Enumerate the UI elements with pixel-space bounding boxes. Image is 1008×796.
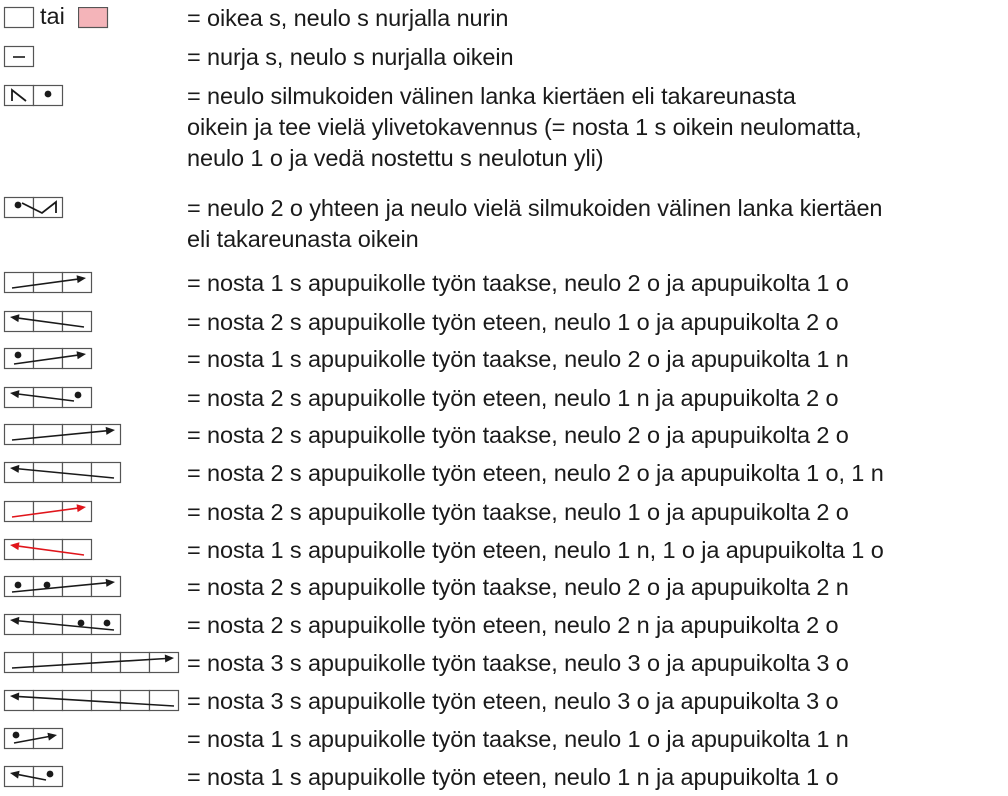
purl-dot <box>45 91 52 98</box>
chart-cell <box>150 653 179 673</box>
chart-cell <box>34 425 63 445</box>
purl-dot <box>75 392 82 399</box>
symbol-description <box>187 3 508 34</box>
symbol-description <box>187 458 884 489</box>
chart-cell <box>5 502 34 522</box>
symbol-description <box>187 42 513 73</box>
description-line: = nosta 2 s apupuikolle työn taakse, neulo 1 o ja apupuikolta 2 o <box>187 499 849 525</box>
chart-cell <box>121 653 150 673</box>
purl-dot <box>13 732 20 739</box>
stitch-symbol-pink-knit <box>78 7 109 34</box>
stitch-symbol-cable-1-2-right <box>4 272 93 294</box>
chart-cell <box>5 653 34 673</box>
symbol-description <box>187 344 849 375</box>
purl-dot <box>15 202 22 209</box>
symbol-description <box>187 268 849 299</box>
description-line: = oikea s, neulo s nurjalla nurin <box>187 5 509 31</box>
chart-cell <box>5 425 34 445</box>
description-line: = nosta 2 s apupuikolle työn eteen, neulo 1 n ja apupuikolta 2 o <box>187 385 839 411</box>
description-line: oikein ja tee vielä ylivetokavennus (= nosta 1 s oikein neulomatta, <box>187 114 862 140</box>
description-line: = nosta 2 s apupuikolle työn eteen, neulo 2 n ja apupuikolta 2 o <box>187 612 839 638</box>
stitch-symbol-cable-2-2-right-purl <box>4 576 122 598</box>
stitch-symbol-cable-2-2-left-purl <box>4 462 122 484</box>
description-line: = nurja s, neulo s nurjalla oikein <box>187 44 514 70</box>
purl-dot <box>15 352 22 359</box>
description-line: = neulo silmukoiden välinen lanka kiertäen eli takareunasta <box>187 83 796 109</box>
description-line: = nosta 2 s apupuikolle työn taakse, neulo 2 o ja apupuikolta 2 n <box>187 574 849 600</box>
description-line: = nosta 2 s apupuikolle työn taakse, neulo 2 o ja apupuikolta 2 o <box>187 422 849 448</box>
chart-cell <box>63 463 92 483</box>
purl-dot <box>47 771 54 778</box>
chart-cell <box>5 729 34 749</box>
chart-cell <box>63 312 92 332</box>
purl-dot <box>78 620 85 627</box>
symbol-description <box>187 383 838 414</box>
chart-cell <box>5 8 34 28</box>
symbol-description <box>187 535 884 566</box>
chart-cell <box>150 691 179 711</box>
stitch-symbol-cable-2-2-right <box>4 424 122 446</box>
symbol-description <box>187 724 849 755</box>
description-line: = nosta 1 s apupuikolle työn taakse, neulo 2 o ja apupuikolta 1 o <box>187 270 849 296</box>
stitch-symbol-cable-1-1-right-purl <box>4 728 64 750</box>
description-line: = nosta 1 s apupuikolle työn eteen, neulo 1 n, 1 o ja apupuikolta 1 o <box>187 537 884 563</box>
chart-cell <box>34 653 63 673</box>
description-line: = nosta 1 s apupuikolle työn taakse, neulo 1 o ja apupuikolta 1 n <box>187 726 849 752</box>
chart-cell <box>5 273 34 293</box>
chart-cell <box>92 463 121 483</box>
symbol-description <box>187 81 862 174</box>
description-line: = nosta 2 s apupuikolle työn eteen, neulo 1 o ja apupuikolta 2 o <box>187 309 839 335</box>
description-line: = nosta 1 s apupuikolle työn taakse, neulo 2 o ja apupuikolta 1 n <box>187 346 849 372</box>
stitch-symbol-cable-2-1-left-purl <box>4 387 93 409</box>
description-line: = nosta 3 s apupuikolle työn taakse, neulo 3 o ja apupuikolta 3 o <box>187 650 849 676</box>
chart-cell <box>34 691 63 711</box>
symbol-description <box>187 686 838 717</box>
symbol-description <box>187 497 849 528</box>
symbol-description <box>187 762 838 793</box>
stitch-symbol-twisted-yo-skp <box>4 85 64 107</box>
description-line: neulo 1 o ja vedä nostettu s neulotun yli) <box>187 145 604 171</box>
symbol-description <box>187 572 849 603</box>
stitch-symbol-cable-3-3-right <box>4 652 180 674</box>
description-line: eli takareunasta oikein <box>187 226 419 252</box>
symbol-description <box>187 610 838 641</box>
stitch-symbol-knit-or-pink <box>4 7 35 29</box>
stitch-symbol-red-cable-left <box>4 539 93 561</box>
description-line: = neulo 2 o yhteen ja neulo vielä silmukoiden välinen lanka kiertäen <box>187 195 883 221</box>
stitch-symbol-cable-2-1-left <box>4 311 93 333</box>
symbol-description <box>187 420 849 451</box>
stitch-symbol-cable-3-3-left <box>4 690 180 712</box>
chart-cell <box>121 691 150 711</box>
chart-cell <box>63 540 92 560</box>
chart-cell <box>63 653 92 673</box>
symbol-description <box>187 193 882 255</box>
stitch-symbol-cable-1-2-right-purl <box>4 348 93 370</box>
connector-word: tai <box>40 3 65 29</box>
stitch-symbol-red-cable-right <box>4 501 93 523</box>
description-line: = nosta 3 s apupuikolle työn eteen, neulo 3 o ja apupuikolta 3 o <box>187 688 839 714</box>
chart-cell <box>5 349 34 369</box>
description-line: = nosta 2 s apupuikolle työn eteen, neulo 2 o ja apupuikolta 1 o, 1 n <box>187 460 884 486</box>
chart-cell <box>79 8 108 28</box>
stitch-symbol-cable-1-1-left-purl <box>4 766 64 788</box>
symbol-description <box>187 307 838 338</box>
stitch-symbol-purl <box>4 46 35 68</box>
purl-dot <box>15 582 22 589</box>
stitch-symbol-cable-2-2-left-purl2 <box>4 614 122 636</box>
purl-dot <box>104 620 111 627</box>
description-line: = nosta 1 s apupuikolle työn eteen, neulo 1 n ja apupuikolta 1 o <box>187 764 839 790</box>
stitch-symbol-k2tog-twisted <box>4 197 64 219</box>
chart-cell <box>63 615 92 635</box>
symbol-description <box>187 648 849 679</box>
purl-dot <box>44 582 51 589</box>
